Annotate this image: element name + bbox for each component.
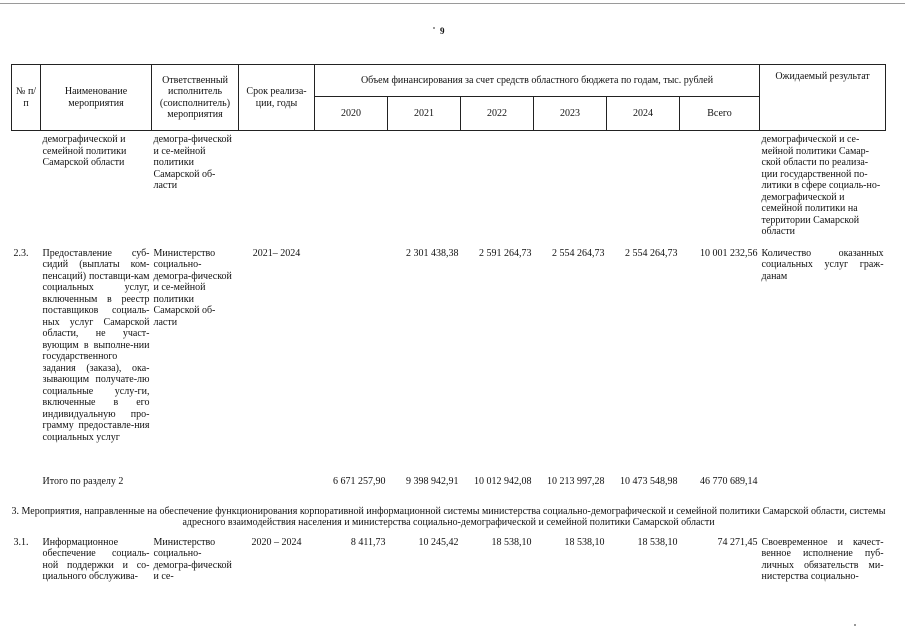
header-year-2024: 2024 xyxy=(607,97,680,131)
r31-total: 74 271,45 xyxy=(717,536,758,548)
r31-term: 2020 – 2024 xyxy=(251,536,302,548)
scan-speck xyxy=(854,624,856,626)
header-year-2020: 2020 xyxy=(315,97,388,131)
header-finance: Объем финансирования за счет средств областного бюджета по годам, тыс. рублей xyxy=(315,65,760,97)
header-num: № п/п xyxy=(12,65,41,131)
header-result: Ожидаемый результат xyxy=(760,65,886,131)
header-year-2023: 2023 xyxy=(534,97,607,131)
table-row xyxy=(12,537,886,583)
r23-result: Количество оказанных социальных услуг граж-данам xyxy=(761,247,884,282)
row-number: 3.1. xyxy=(13,536,29,548)
table-row xyxy=(12,248,886,476)
header-name: Наименование мероприятия xyxy=(41,65,152,131)
r23-2020 xyxy=(315,248,388,476)
r31-2024: 18 538,10 xyxy=(637,536,678,548)
itogo-2022: 10 012 942,08 xyxy=(474,475,532,487)
table-row xyxy=(12,476,886,496)
r31-2023: 18 538,10 xyxy=(564,536,605,548)
row-number: 2.3. xyxy=(13,247,29,259)
r31-2022: 18 538,10 xyxy=(491,536,532,548)
header-executor: Ответственный исполнитель (соисполнитель) мероприятия xyxy=(152,65,239,131)
page-number: 9 xyxy=(440,26,445,36)
r23-name: Предоставление суб-сидий (выплаты ком-пенсаций) поставщи-кам социальных услуг, включенным в реестр поставщиков социаль-ных услуг Самарской области, не участ-вующим в выполне-нии государственного задания (заказа), ока-зывающим получате-лю социальные услу-ги, включенные в его индивидуальную про-грамму предоставле-ния социальных услуг xyxy=(42,247,150,443)
r31-2020: 8 411,73 xyxy=(350,536,386,548)
header-term: Срок реализа-ции, годы xyxy=(239,65,315,131)
itogo-2024: 10 473 548,98 xyxy=(620,475,678,487)
r23-2023: 2 554 264,73 xyxy=(552,247,605,259)
scan-speck xyxy=(433,27,435,29)
section-3-heading: 3. Мероприятия, направленные на обеспечение функционирования корпоративной информационной системы министерства социально-демографической и семейной политики Самарской области, системы адресного взаимодействия населения и министерства социально-демографической и семейной политики Самарской области xyxy=(11,505,886,528)
itogo-label: Итого по разделу 2 xyxy=(42,475,124,487)
itogo-total: 46 770 689,14 xyxy=(700,475,758,487)
r23-total: 10 001 232,56 xyxy=(700,247,758,259)
r23-2022: 2 591 264,73 xyxy=(479,247,532,259)
program-table xyxy=(11,64,886,583)
table-row xyxy=(12,496,886,537)
header-total: Всего xyxy=(680,97,760,131)
cont-name: демографической и семейной политики Самарской области xyxy=(42,134,127,168)
header-year-2021: 2021 xyxy=(388,97,461,131)
cont-executor: демогра-фической и се-мейной политики Самарской об-ласти xyxy=(153,134,232,191)
header-year-2022: 2022 xyxy=(461,97,534,131)
r23-2021: 2 301 438,38 xyxy=(406,247,459,259)
cont-result: демографической и се-мейной политики Самар-ской области по реализа-ции государственной по-литики в сфере социаль-но-демографической и семейной политики на территории Самарской области xyxy=(761,134,881,237)
r23-2024: 2 554 264,73 xyxy=(625,247,678,259)
r31-result: Своевременное и качест-венное исполнение пуб-личных обязательств ми-нистерства социально- xyxy=(761,536,884,582)
r31-executor: Министерство социально-демогра-фической и се- xyxy=(153,536,232,582)
r31-name: Информационное обеспечение социаль-ной поддержки и со-циального обслужива- xyxy=(42,536,150,582)
itogo-2023: 10 213 997,28 xyxy=(547,475,605,487)
itogo-2021: 9 398 942,91 xyxy=(406,475,459,487)
table-row xyxy=(12,131,886,248)
itogo-2020: 6 671 257,90 xyxy=(333,475,386,487)
r31-2021: 10 245,42 xyxy=(418,536,459,548)
r23-term: 2021– 2024 xyxy=(252,247,301,259)
page-top-rule xyxy=(0,3,905,4)
r23-executor: Министерство социально-демогра-фической и се-мейной политики Самарской об-ласти xyxy=(153,247,232,328)
